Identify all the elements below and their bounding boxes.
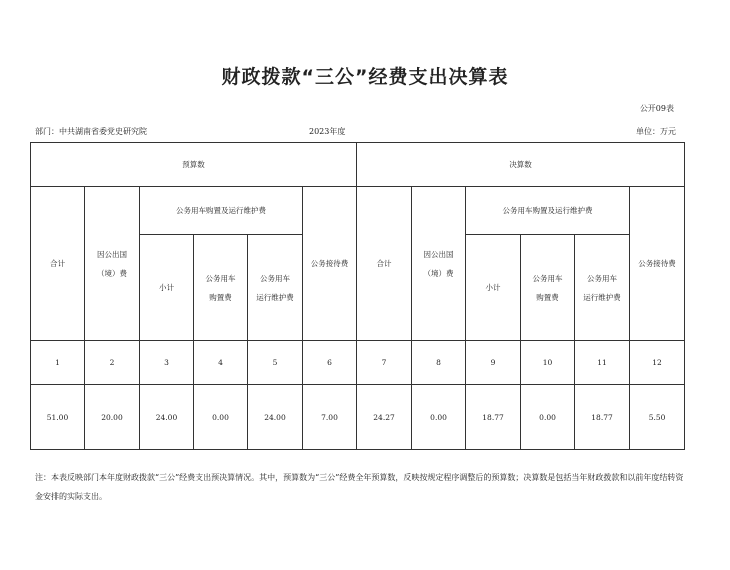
final-reception-header: 公务接待费 — [630, 187, 685, 341]
final-total-header: 合计 — [357, 187, 412, 341]
final-operation-header: 公务用车 运行维护费 — [575, 235, 630, 341]
budget-purchase-header: 公务用车 购置费 — [194, 235, 248, 341]
value-cell: 0.00 — [194, 385, 248, 450]
budget-total-header: 合计 — [31, 187, 85, 341]
index-cell: 5 — [248, 341, 303, 385]
value-cell: 51.00 — [31, 385, 85, 450]
index-cell: 2 — [85, 341, 140, 385]
value-cell: 7.00 — [303, 385, 357, 450]
final-vehicle-header: 公务用车购置及运行维护费 — [466, 187, 630, 235]
index-cell: 6 — [303, 341, 357, 385]
final-header: 决算数 — [357, 143, 685, 187]
index-cell: 1 — [31, 341, 85, 385]
budget-header: 预算数 — [31, 143, 357, 187]
index-row — [31, 341, 685, 385]
fiscal-year: 2023年度 — [309, 127, 346, 136]
unit-label: 单位：万元 — [636, 127, 676, 136]
budget-reception-header: 公务接待费 — [303, 187, 357, 341]
final-subtotal-header: 小计 — [466, 235, 521, 341]
footnote: 注：本表反映部门本年度财政拨款“三公”经费支出预决算情况。其中，预算数为“三公”经费全年预算数，反映按规定程序调整后的预算数；决算数是包括当年财政拨款和以前年度结转资金安排的实际支出。 — [35, 473, 684, 501]
budget-operation-header: 公务用车 运行维护费 — [248, 235, 303, 341]
index-cell: 4 — [194, 341, 248, 385]
index-cell: 12 — [630, 341, 685, 385]
value-cell: 24.27 — [357, 385, 412, 450]
index-cell: 10 — [521, 341, 575, 385]
page-title: 财政拨款“三公”经费支出决算表 — [221, 66, 509, 88]
value-cell: 0.00 — [412, 385, 466, 450]
value-cell: 0.00 — [521, 385, 575, 450]
index-cell: 8 — [412, 341, 466, 385]
value-cell: 5.50 — [630, 385, 685, 450]
index-cell: 3 — [140, 341, 194, 385]
value-cell: 20.00 — [85, 385, 140, 450]
final-purchase-header: 公务用车 购置费 — [521, 235, 575, 341]
value-row — [31, 385, 685, 450]
department-label: 部门：中共湖南省委党史研究院 — [35, 127, 147, 136]
value-cell: 18.77 — [466, 385, 521, 450]
budget-subtotal-header: 小计 — [140, 235, 194, 341]
index-cell: 11 — [575, 341, 630, 385]
form-number: 公开09表 — [639, 104, 674, 113]
index-cell: 7 — [357, 341, 412, 385]
final-abroad-header: 因公出国 （境）费 — [412, 187, 466, 341]
value-cell: 24.00 — [140, 385, 194, 450]
budget-vehicle-header: 公务用车购置及运行维护费 — [140, 187, 303, 235]
value-cell: 18.77 — [575, 385, 630, 450]
budget-abroad-header: 因公出国 （境）费 — [85, 187, 140, 341]
value-cell: 24.00 — [248, 385, 303, 450]
three-public-expenses-table — [30, 142, 685, 450]
index-cell: 9 — [466, 341, 521, 385]
